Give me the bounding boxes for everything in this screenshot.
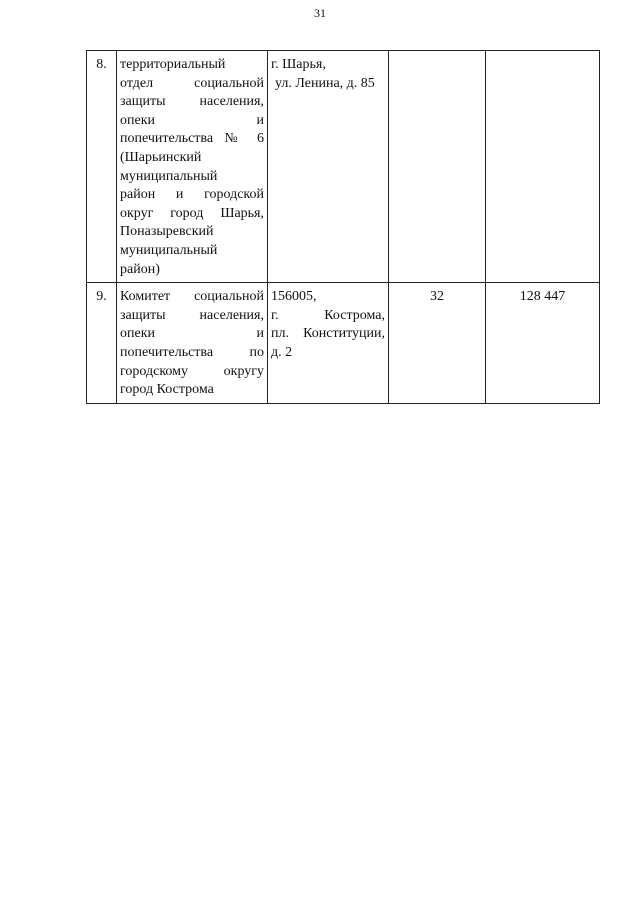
address-line: пл. Конституции, (271, 326, 385, 342)
page-number: 31 (314, 6, 326, 20)
table-row (87, 283, 600, 404)
name-line: муниципальный (120, 242, 218, 258)
row-number-cell: 9. (87, 283, 117, 404)
name-line: отдел социальной (120, 75, 264, 91)
name-line: город Кострома (120, 382, 214, 398)
organization-name-cell (117, 283, 268, 404)
row-number-cell: 8. (87, 51, 117, 283)
organization-name-cell (117, 51, 268, 283)
name-line: попечительства по (120, 344, 264, 360)
name-line: защиты населения, (120, 94, 264, 110)
name-line: опеки и (120, 326, 264, 342)
address-line: г. Шарья, (271, 57, 326, 72)
name-line: район и городской (120, 187, 264, 203)
name-line: Поназыревский (120, 224, 214, 240)
name-line: опеки и (120, 112, 264, 128)
count-cell (389, 51, 486, 283)
name-line: городскому округу (120, 363, 264, 379)
name-line: территориальный (120, 57, 226, 72)
document-table (86, 50, 600, 404)
name-line: район) (120, 261, 160, 277)
name-line: округ город Шарья, (120, 205, 264, 221)
name-line: Комитет социальной (120, 289, 264, 305)
address-line: ул. Ленина, д. 85 (275, 75, 375, 91)
name-line: попечительства № 6 (120, 131, 264, 147)
count-cell: 32 (389, 283, 486, 404)
sum-cell: 128 447 (486, 283, 600, 404)
address-cell (268, 51, 389, 283)
address-line: г. Кострома, (271, 307, 385, 323)
table-row (87, 51, 600, 283)
address-line: 156005, (271, 289, 317, 305)
name-line: (Шарьинский (120, 149, 202, 165)
address-line: д. 2 (271, 344, 293, 360)
address-cell (268, 283, 389, 404)
sum-cell (486, 51, 600, 283)
name-line: защиты населения, (120, 307, 264, 323)
name-line: муниципальный (120, 168, 218, 184)
